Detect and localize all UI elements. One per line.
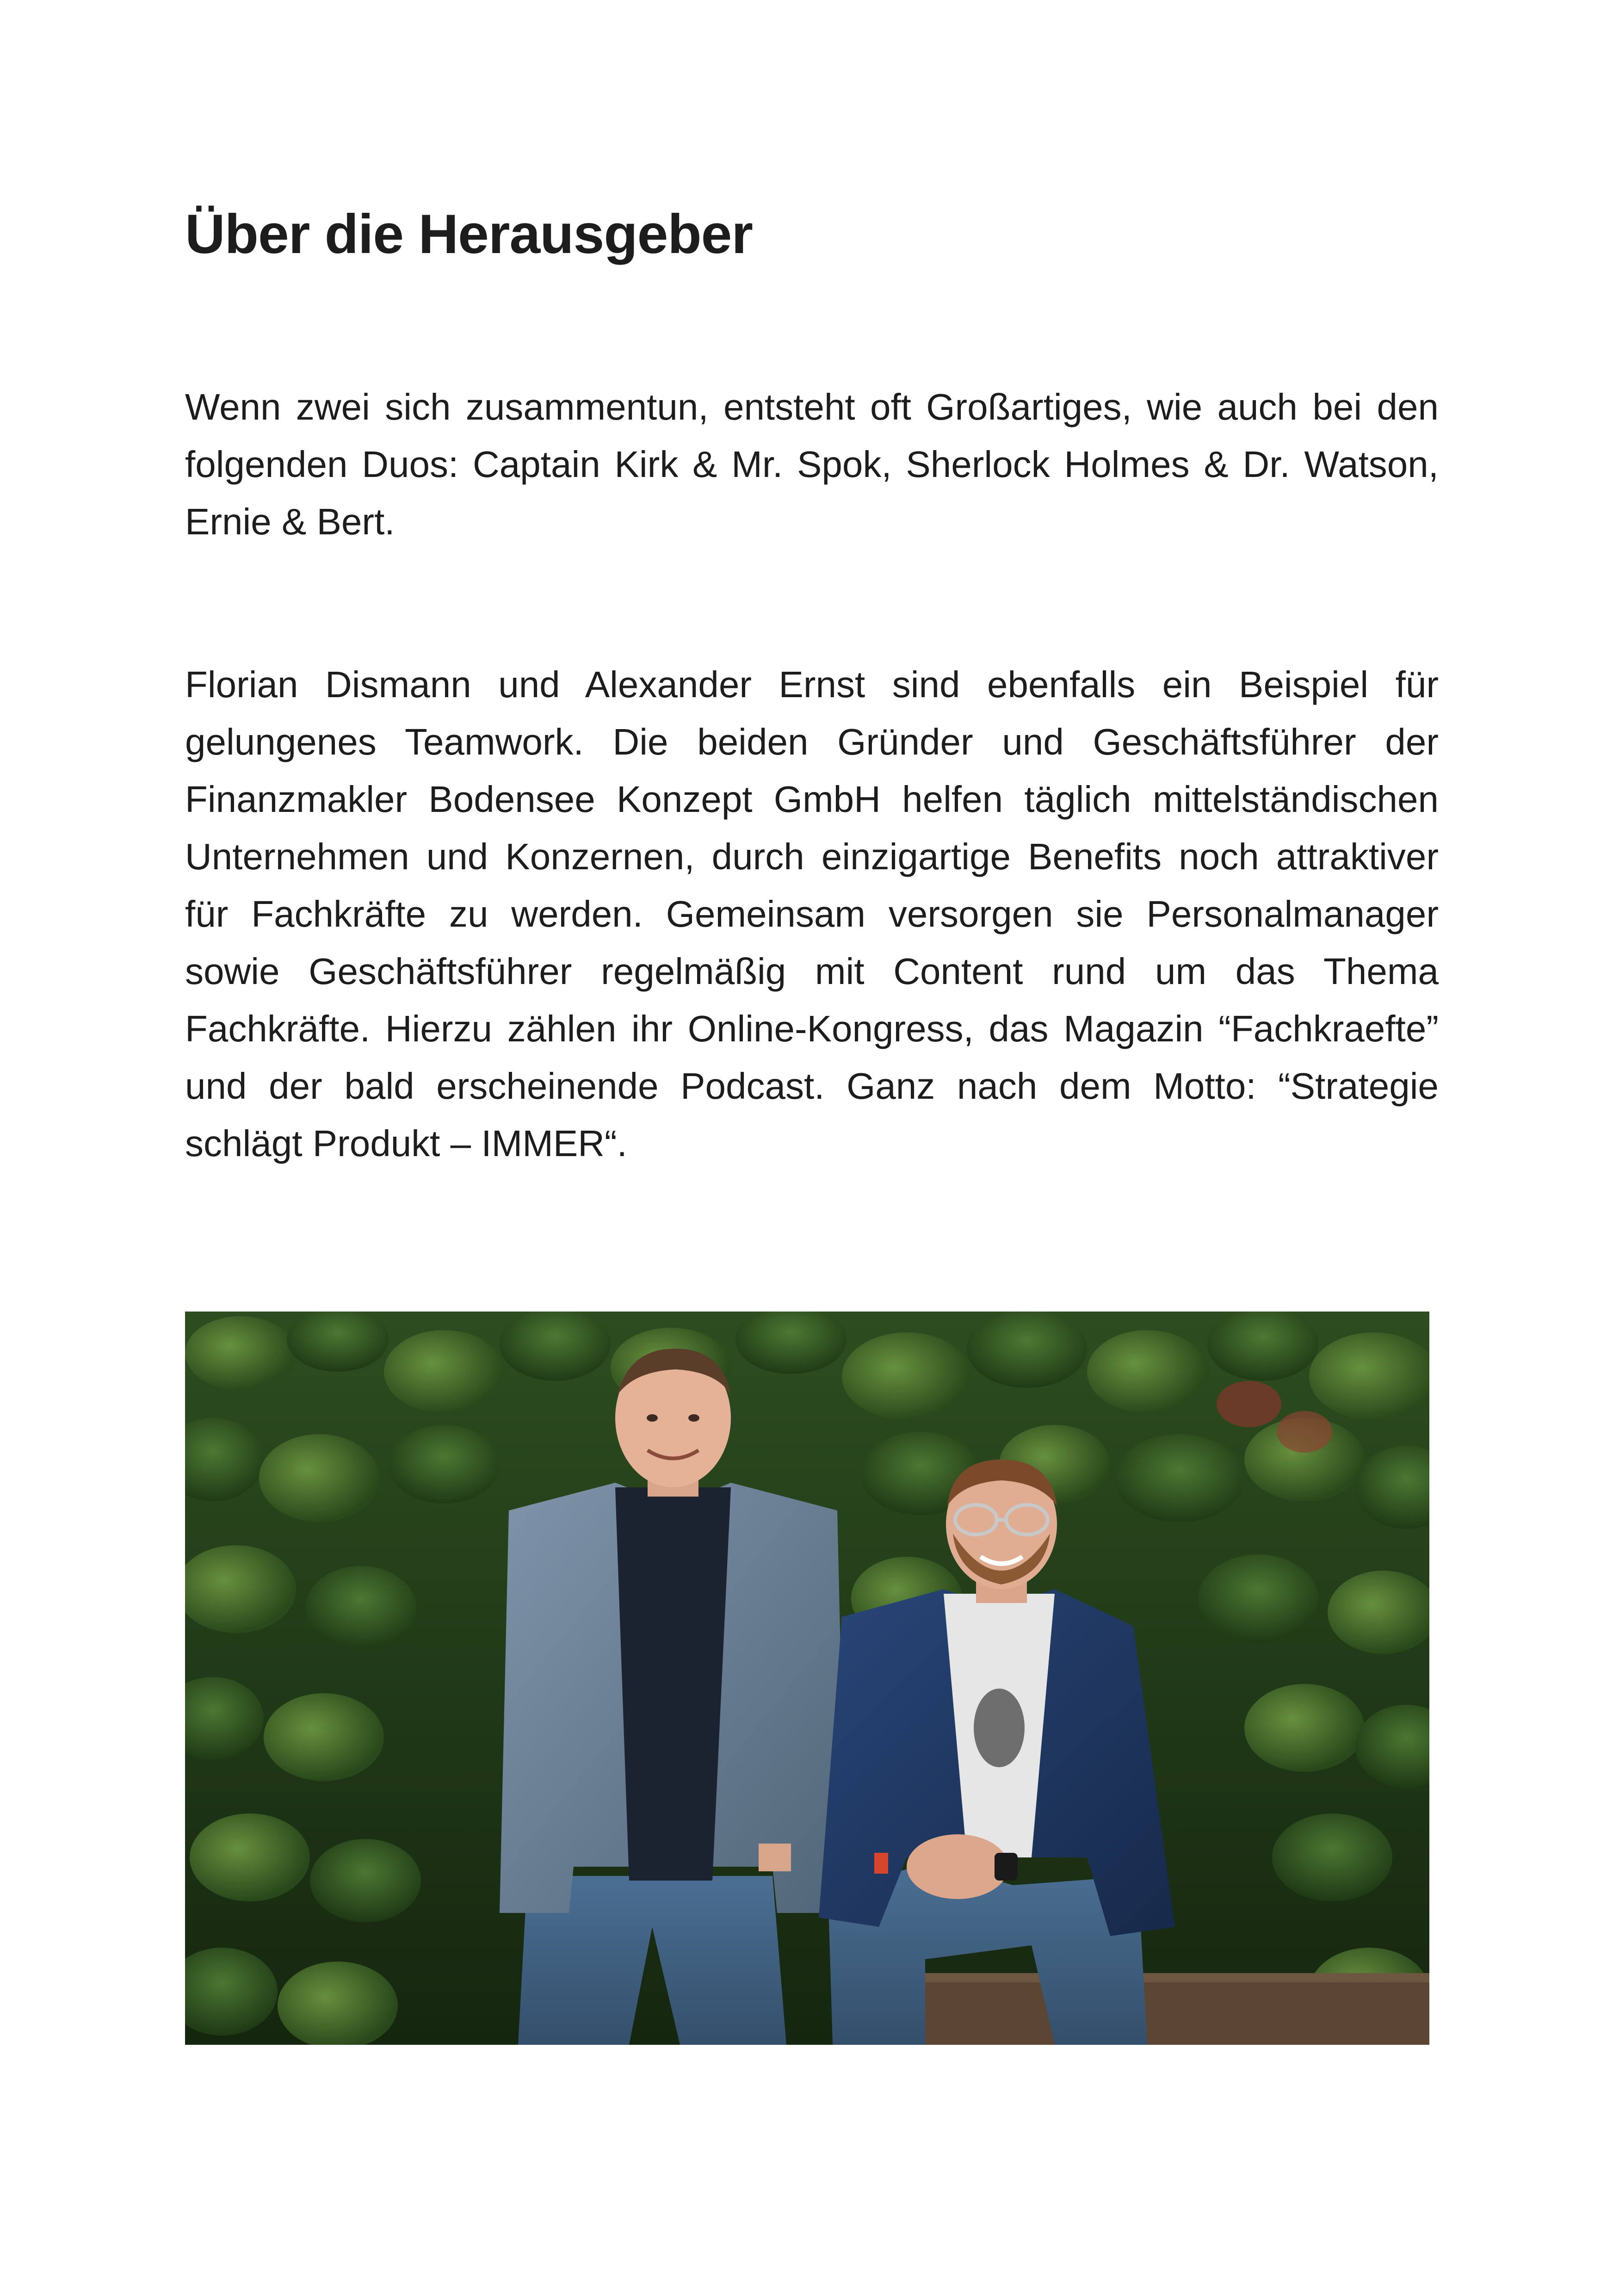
publishers-paragraph: Florian Dismann und Alexander Ernst sind ebenfalls ein Beispiel für gelungenes Teamwork. Die beiden Gründer und Geschäftsführer der Finanzmakler Bodensee Konzept GmbH helfen täglich mittelständischen Unternehmen und Konzernen, durch einzigartige Benefits noch attraktiver für Fachkräfte zu werden. Gemeinsam versorgen sie Personalmanager sowie Geschäftsführer regelmäßig mit Content rund um das Thema Fachkräfte. Hierzu zählen ihr Online-Kongress, das Magazin “Fachkraefte” und der bald erscheinende Podcast. Ganz nach dem Motto: “Strategie schlägt Produkt – IMMER“. — [185, 664, 1439, 1164]
page-title: Über die Herausgeber — [185, 203, 753, 265]
intro-paragraph: Wenn zwei sich zusammentun, entsteht oft Großartiges, wie auch bei den folgenden Duos: Captain Kirk & Mr. Spok, Sherlock Holmes & Dr. Watson, Ernie & Bert. — [185, 386, 1439, 542]
publishers-photo — [185, 1312, 1429, 2045]
